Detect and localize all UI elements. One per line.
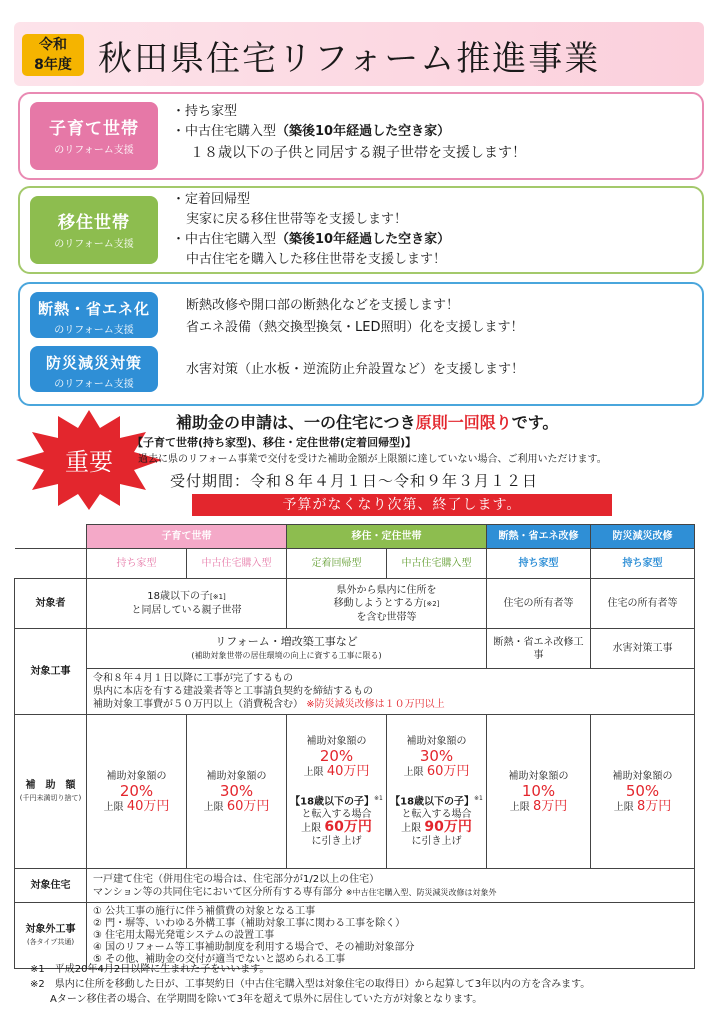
amt-return-lim: 40万円 [326,763,370,779]
excl-2: ② 門・塀等、いわゆる外構工事（補助対象工事に関わる工事を除く） [93,917,406,929]
work-insulation: 断熱・省エネ改修工事 [487,629,591,669]
panel-migrant [18,186,704,274]
amount-insulation [487,715,591,869]
header-migrant: 移住・定住世帯 [287,525,487,549]
category-migrant-subtitle: のリフォーム支援 [54,239,134,250]
table-row [15,869,695,903]
child-line1: ・持ち家型 [172,104,238,119]
sub-return: 定着回帰型 [287,549,387,579]
amt-ins-lim: 8万円 [532,798,568,814]
excl-5: ⑤ その他、補助金の交付が適当でないと認められる工事 [93,953,346,965]
category-migrant-title: 移住世帯 [58,213,130,233]
migrant-line3b: （築後10年経過した空き家） [276,232,451,247]
notice-a: 補助金の申請は、一の住宅につき [176,413,416,432]
note-3: Aターン移住者の場合、在学期間を除いて3年を超えて県外に居住していた方が対象となります。 [30,994,483,1005]
amt-used2-pct: 30% [419,746,454,765]
amt-limit-label: 上限 [103,801,124,813]
row-excluded [15,903,87,969]
year-badge [22,34,84,76]
amt-limit-label: 上限 [613,801,634,813]
sub-own: 持ち家型 [87,549,187,579]
page-title: 秋田県住宅リフォーム推進事業 [98,39,601,79]
amt-ins-limit [509,798,568,814]
amt-return-pct: 20% [319,746,354,765]
amount-return [287,715,387,869]
notice-b: 原則一回限り [415,413,512,432]
table-row [15,549,695,579]
amt-kids-b: と転入する場合 [301,809,372,821]
work-disaster: 水害対策工事 [591,629,695,669]
amt-used2-lim: 60万円 [426,763,470,779]
amt-limit-label: 上限 [401,823,422,835]
panel-insulation-disaster [18,282,704,406]
target-child-mark: [※1] [209,593,226,601]
amt-label: 補助対象額の [406,735,467,747]
amt-limit-label: 上限 [301,823,322,835]
notice-small: 過去に県のリフォーム事業で交付を受けた補助金額が上限額に達していない場合、ご利用いただけます。 [138,454,607,465]
category-disaster-title: 防災減災対策 [45,354,142,372]
table-blank [15,549,87,579]
excluded-list [87,903,695,969]
row-amount [15,715,87,869]
panel-child [18,92,704,180]
amount-child-own [87,715,187,869]
migrant-line1: ・定着回帰型 [172,192,251,207]
row-work: 対象工事 [15,629,87,715]
notice-main [176,410,558,433]
category-child-subtitle: のリフォーム支援 [54,145,134,156]
table-row [15,579,695,629]
amt-label: 補助対象額の [306,735,367,747]
year-badge-line2: 8年度 [34,57,72,73]
category-insulation [30,292,158,338]
work-c2: 県内に本店を有する建設業者等と工事請負契約を締結するもの [93,686,373,697]
excl-3: ③ 住宅用太陽光発電システムの設置工事 [93,929,275,941]
row-house: 対象住宅 [15,869,87,903]
work-main-text: リフォーム・増改築工事など [215,635,358,648]
amount-disaster [591,715,695,869]
house-2: マンション等の共同住宅において区分所有する専有部分 [93,886,343,898]
application-period: 受付期間：令和８年４月１日～令和９年３月１２日 [170,472,539,490]
note-2: ※2 県内に住所を移動した日が、工事契約日（中古住宅購入型は対象住宅の取得日）から起算して3年以内の方を含みます。 [30,979,591,990]
burst-label: 重要 [65,448,113,476]
target-mig-3: を含む世帯等 [356,611,417,623]
amt-label: 補助対象額の [106,770,167,782]
amt-raise: に引き上げ [411,836,462,848]
category-insulation-title: 断熱・省エネ化 [37,300,150,318]
amt-limit-label: 上限 [509,801,530,813]
target-migrant [287,579,487,629]
note-1: ※1 平成20年4月2日以降に生まれた子をいいます。 [30,964,270,975]
header-disaster: 防災減災改修 [591,525,695,549]
work-sub-text: (補助対象世帯の居住環境の向上に資する工事に限る) [191,651,382,660]
work-c3: 補助対象工事費が５０万円以上（消費税含む） [93,699,303,710]
table-row [15,525,695,549]
amt-child-own-pct: 20% [119,781,154,800]
table-row [15,903,695,969]
target-child-2: と同居している親子世帯 [131,605,242,616]
category-child [30,102,158,170]
header-child: 子育て世帯 [87,525,287,549]
child-line2 [172,122,450,141]
amt-kids-a: 【18歳以下の子】 [290,796,375,808]
target-mig-mark: [※2] [423,599,440,608]
sub-used: 中古住宅購入型 [187,549,287,579]
sub-used2: 中古住宅購入型 [387,549,487,579]
target-child [87,579,287,629]
category-child-title: 子育て世帯 [49,119,139,139]
category-insulation-subtitle: のリフォーム支援 [54,325,134,336]
excl-4: ④ 国のリフォーム等工事補助制度を利用する場合で、その補助対象部分 [93,941,415,953]
migrant-line3a: ・中古住宅購入型 [172,232,277,247]
excl-1: ① 公共工事の施行に伴う補償費の対象となる工事 [93,905,316,917]
amt-dis-pct: 50% [625,781,660,800]
child-line3: １８歳以下の子供と同居する親子世帯を支援します！ [190,145,526,161]
row-target: 対象者 [15,579,87,629]
amt-kids-mark: ※1 [474,794,483,802]
sub-own-ins: 持ち家型 [487,549,591,579]
work-c1: 令和８年４月１日以降に工事が完了するもの [93,673,293,684]
amt-dis-lim: 8万円 [636,798,672,814]
target-insulation: 住宅の所有者等 [487,579,591,629]
amt-kids-a: 【18歳以下の子】 [390,796,475,808]
subsidy-table [14,524,695,969]
table-corner [15,525,87,549]
target-mig-1: 県外から県内に住所を [336,584,437,596]
sub-own-dis: 持ち家型 [591,549,695,579]
header-insulation: 断熱・省エネ改修 [487,525,591,549]
row-excluded-sub: (各タイプ共通) [26,937,75,946]
amt-kids-mark: ※1 [374,794,383,802]
amt-kids-b: と転入する場合 [401,809,472,821]
house-1: 一戸建て住宅（併用住宅の場合は、住宅部分が1/2以上の住宅） [93,873,380,885]
house-2-note: ※中古住宅購入型、防災減災改修は対象外 [345,887,497,897]
table-row [15,669,695,715]
amt-limit-label: 上限 [303,766,324,778]
row-amount-sub: (千円未満切り捨て) [19,793,82,802]
table-row [15,629,695,669]
child-line2b: （築後10年経過した空き家） [276,124,451,139]
work-conditions [87,669,695,715]
year-badge-line1: 令和 [39,37,67,53]
amt-child-used-lim: 60万円 [226,798,270,814]
amt-label: 補助対象額の [508,770,569,782]
amt-used2-kids-lim: 90万円 [424,819,472,836]
row-excluded-title: 対象外工事 [25,923,76,935]
amt-return-kids-lim: 60万円 [324,819,372,836]
amt-child-used-limit [203,798,270,814]
table-row [15,715,695,869]
amt-child-used-pct: 30% [219,781,254,800]
footnotes [30,962,590,1007]
disaster-line1: 水害対策（止水板・逆流防止弁設置など）を支援します！ [186,362,525,377]
amt-ins-pct: 10% [521,781,556,800]
amt-raise: に引き上げ [311,836,362,848]
work-main [87,629,487,669]
amt-used2-limit [403,763,470,779]
migrant-line2: 実家に戻る移住世帯等を支援します！ [186,212,408,227]
amt-limit-label: 上限 [203,801,224,813]
amt-child-own-lim: 40万円 [126,798,170,814]
amount-child-used [187,715,287,869]
amount-used2 [387,715,487,869]
amt-dis-limit [613,798,672,814]
notice-c: です。 [511,413,559,432]
target-child-1: 18歳以下の子 [147,591,210,602]
amt-label: 補助対象額の [206,770,267,782]
notice-sub: 【子育て世帯(持ち家型)、移住・定住世帯(定着回帰型)】 [132,436,417,449]
target-mig-2: 移動しようとする方 [333,597,424,609]
amt-child-own-limit [103,798,170,814]
amt-label: 補助対象額の [612,770,673,782]
insulation-line1: 断熱改修や開口部の断熱化などを支援します！ [186,298,460,313]
house-text [87,869,695,903]
migrant-line3 [172,230,450,249]
category-migrant [30,196,158,264]
target-disaster: 住宅の所有者等 [591,579,695,629]
migrant-line4: 中古住宅を購入した移住世帯を支援します！ [186,252,447,267]
row-amount-title: 補 助 額 [25,779,76,791]
child-line2a: ・中古住宅購入型 [172,124,277,139]
insulation-line2: 省エネ設備（熱交換型換気・LED照明）化を支援します！ [186,320,524,335]
category-disaster [30,346,158,392]
amt-limit-label: 上限 [403,766,424,778]
amt-return-limit [303,763,370,779]
budget-banner: 予算がなくなり次第、終了します。 [192,494,612,516]
category-disaster-subtitle: のリフォーム支援 [54,379,134,390]
work-c3-red: ※防災減災改修は１０万円以上 [306,699,445,710]
title-band [14,22,704,86]
